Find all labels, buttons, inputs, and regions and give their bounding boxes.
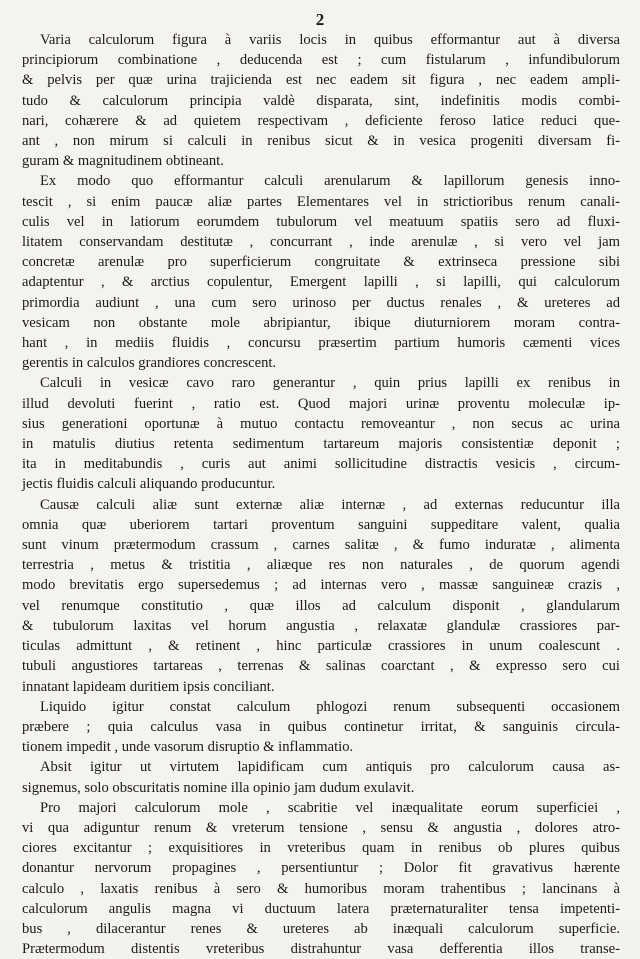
text-line: sunt vinum prætermodum crassum , carnes salitæ , & fumo induratæ , alimenta bbox=[22, 537, 620, 554]
text-line: tescit , si enim paucæ aliæ partes Elementares vel in strictioribus renum canali- bbox=[22, 193, 620, 210]
paragraph bbox=[22, 373, 620, 494]
text-line: & pelvis per quæ urina trajicienda est nec eadem sit figura , nec eadem ampli- bbox=[22, 72, 620, 89]
text-line: innatant lapideam duritiem ipsis conciliant. bbox=[22, 678, 275, 695]
text-line: vi qua adiguntur renum & vreterum tensione , sensu & angustia , dolores atro- bbox=[22, 819, 620, 836]
paragraph bbox=[22, 697, 620, 758]
text-line: primordia audiunt , una cum sero urinoso per ductus renales , & ureteres ad bbox=[22, 294, 620, 311]
text-line: vesicam non obstante mole abripiantur, ibique diuturniorem moram contra- bbox=[22, 314, 620, 331]
text-line: calculorum angulis magna vi ductuum latera præternaturaliter tensa impetenti- bbox=[22, 900, 620, 917]
text-line: præbere ; quia calculus vasa in quibus continetur irritat, & sanguinis circula- bbox=[22, 718, 620, 735]
text-line: concretæ arenulæ pro superficierum congruitate & extrinseca pressione sibi bbox=[22, 254, 620, 271]
paragraph bbox=[22, 30, 620, 171]
text-line: & tubulorum laxitas vel horum angustia , relaxatæ glandulæ crassiores par- bbox=[22, 617, 620, 634]
text-line: Prætermodum distentis vreteribus distrahuntur vasa defferentia illos transe- bbox=[22, 941, 620, 958]
text-line: ticulas admittunt , & retinent , hinc particulæ crassiores in unum coalescunt . bbox=[22, 638, 620, 655]
text-line: bus , dilacerantur renes & ureteres ab inæquali calculorum superficie. bbox=[22, 920, 620, 937]
text-line: calculo , laxatis renibus à sero & humoribus moram trahentibus ; lancinans à bbox=[22, 880, 620, 897]
text-line: sius generationi oportunæ à mutuo contactu removeantur , non secus ac urina bbox=[22, 415, 620, 432]
text-line: vel renumque constitutio , quæ illos ad calculum disponit , glandularum bbox=[22, 597, 620, 614]
page-number: 2 bbox=[315, 10, 325, 29]
text-line: Causæ calculi aliæ sunt externæ aliæ internæ , ad externas reducuntur illa bbox=[40, 496, 620, 513]
text-line: modo brevitatis ergo supersedemus ; ad internas vero , massæ sanguineæ crazis , bbox=[22, 577, 620, 594]
paragraph bbox=[22, 757, 620, 797]
text-line: Liquido igitur constat calculum phlogozi renum subsequenti occasionem bbox=[40, 698, 620, 715]
body-text bbox=[22, 30, 620, 959]
paragraph bbox=[22, 495, 620, 697]
text-line: Absit igitur ut virtutem lapidificam cum antiquis pro calculorum causa as- bbox=[40, 759, 620, 776]
text-line: Calculi in vesicæ cavo raro generantur , quin prius lapilli ex renibus in bbox=[40, 375, 620, 392]
text-line: signemus, solo obscuritatis nomine illa opinio jam dudum exulavit. bbox=[22, 779, 415, 796]
text-line: hant , in mediis fluidis , concursu præsertim partium humoris cæmenti vices bbox=[22, 335, 620, 352]
text-line: nari, cohærere & ad quietem respectivam , deficiente feroso latice reduci que- bbox=[22, 112, 620, 129]
text-line: in matulis diutius retenta sedimentum tartareum majoris consistentiæ deponit ; bbox=[22, 436, 620, 453]
text-line: guram & magnitudinem obtineant. bbox=[22, 153, 224, 170]
text-line: ant , non mirum si calculi in renibus sicut & in vesica progeniti diversam fi- bbox=[22, 133, 620, 150]
text-line: Pro majori calculorum mole , scabritie vel inæqualitate eorum superficiei , bbox=[40, 799, 620, 816]
text-line: adaptentur , & arctius copulentur, Emergent lapilli , si lapilli, qui calculorum bbox=[22, 274, 620, 291]
text-line: litatem conservandam destitutæ , concurrant , inde arenulæ , si vero vel jam bbox=[22, 234, 620, 251]
paragraph bbox=[22, 171, 620, 373]
text-line: donantur nervorum propagines , persentiuntur ; Dolor fit gravativus hærente bbox=[22, 860, 620, 877]
text-line: Ex modo quo efformantur calculi arenularum & lapillorum genesis inno- bbox=[40, 173, 620, 190]
text-line: Varia calculorum figura à variis locis in quibus efformantur aut à diversa bbox=[40, 32, 620, 48]
text-line: principiorum combinatione , deducenda est ; cum fistularum , infundibulorum bbox=[22, 52, 620, 69]
text-line: culis vel in latiorum eorumdem tubulorum vel meatuum spatiis sero ad fluxi- bbox=[22, 213, 620, 230]
text-line: gerentis in calculos grandiores concrescent. bbox=[22, 355, 277, 372]
paragraph bbox=[22, 798, 620, 959]
text-line: illud devoluti fuerint , ratio est. Quod majori urinæ proventu moleculæ ip- bbox=[22, 395, 620, 412]
text-line: tionem impedit , unde vasorum disruptio & inflammatio. bbox=[22, 739, 354, 756]
text-line: tudo & calculorum principia valdè disparata, sint, indefinitis modis combi- bbox=[22, 92, 620, 109]
text-line: omnia quæ uberiorem tartari proventum sanguini suppeditare valent, qualia bbox=[22, 516, 620, 533]
text-line: tubuli angustiores tartareas , terrenas & salinas coarctant , & expresso sero cui bbox=[22, 658, 620, 675]
text-line: ciores excitantur ; exquisitiores in vreteribus quam in renibus ob plures quibus bbox=[22, 840, 620, 857]
text-line: terrestria , metus & tristitia , aliæque res non naturales , de quorum agendi bbox=[22, 557, 620, 574]
text-line: ita in meditabundis , curis aut animi sollicitudine distractis vesicis , circum- bbox=[22, 456, 620, 473]
text-line: jectis fluidis calculi aliquando producuntur. bbox=[22, 476, 276, 493]
